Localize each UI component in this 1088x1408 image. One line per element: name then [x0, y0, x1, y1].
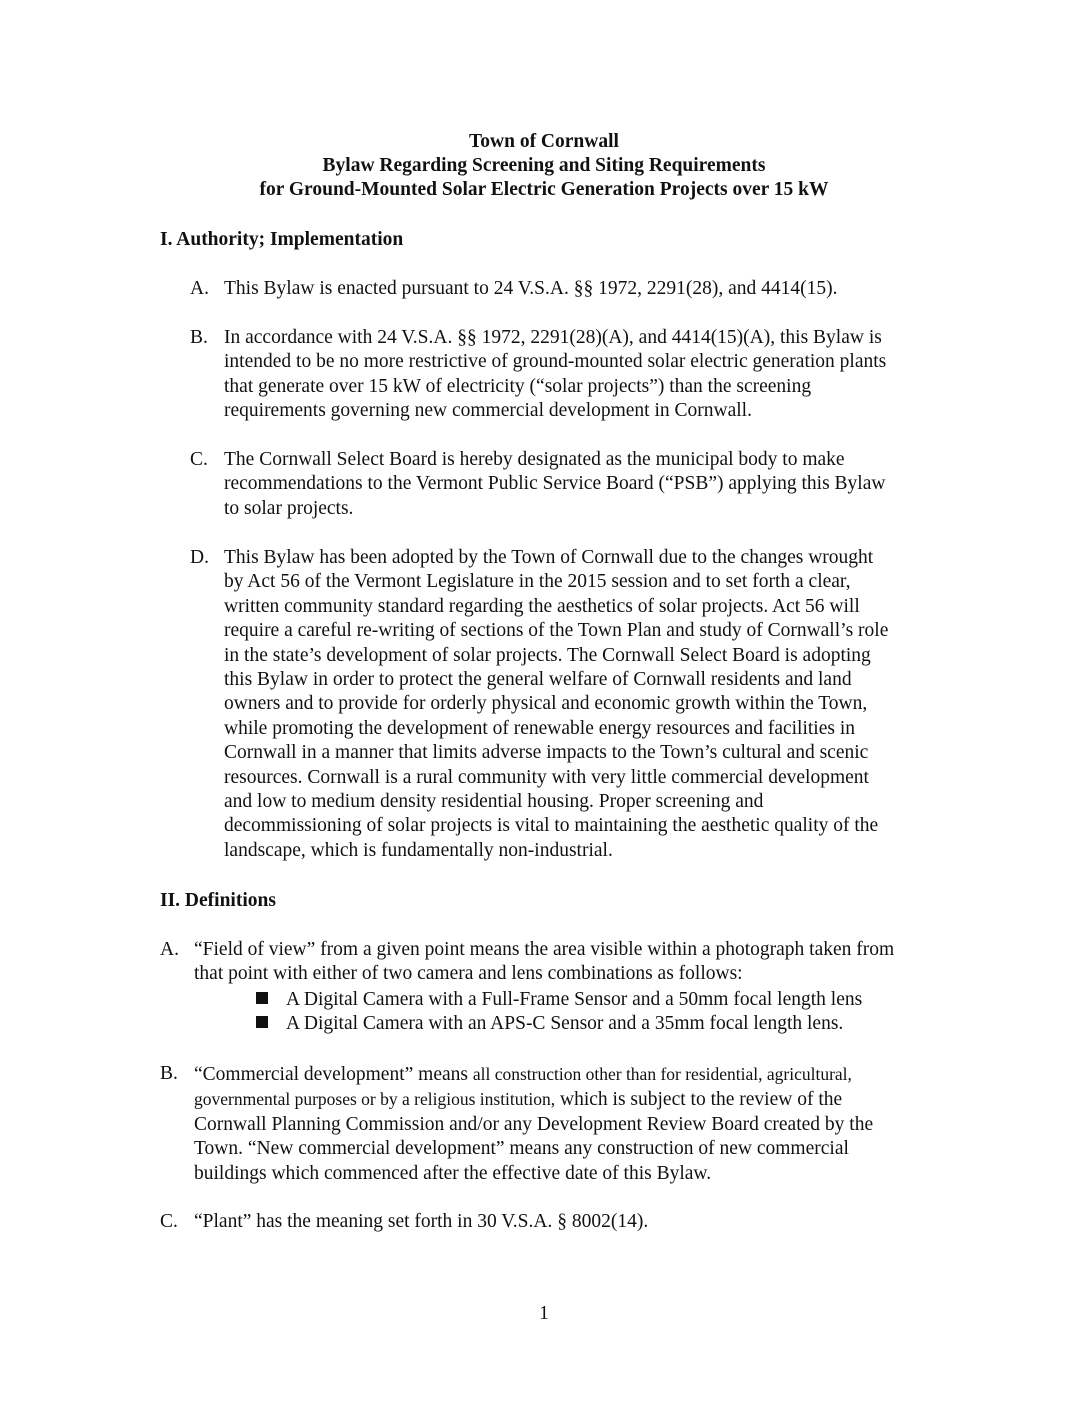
- text-line: In accordance with 24 V.S.A. §§ 1972, 2291(28)(A), and 4414(15)(A), this Bylaw is: [224, 327, 882, 348]
- section-heading-definitions: II. Definitions: [160, 890, 276, 911]
- square-bullet-icon: [256, 992, 268, 1004]
- text-line: This Bylaw is enacted pursuant to 24 V.S.A. §§ 1972, 2291(28), and 4414(15).: [224, 278, 838, 299]
- paragraph-text: [194, 938, 894, 987]
- text-line: “Field of view” from a given point means the area visible within a photograph taken from: [194, 939, 895, 960]
- text-line: and low to medium density residential housing. Proper screening and: [224, 791, 764, 813]
- text-line: requirements governing new commercial development in Cornwall.: [224, 400, 752, 422]
- text-line: The Cornwall Select Board is hereby designated as the municipal body to make: [224, 449, 845, 470]
- title-line-1: Town of Cornwall: [469, 131, 619, 152]
- text-line: Town. “New commercial development” means any construction of new commercial: [194, 1138, 849, 1160]
- text-line: to solar projects.: [224, 497, 354, 519]
- bullet-item: [256, 1012, 843, 1036]
- paragraph-text: [224, 326, 886, 424]
- text-line: Cornwall in a manner that limits adverse impacts to the Town’s cultural and scenic: [224, 742, 869, 764]
- text-line: This Bylaw has been adopted by the Town of Cornwall due to the changes wrought: [224, 547, 874, 568]
- text-line: decommissioning of solar projects is vital to maintaining the aesthetic quality of the: [224, 815, 879, 837]
- square-bullet-icon: [256, 1016, 268, 1028]
- text-line: resources. Cornwall is a rural community with very little commercial development: [224, 766, 869, 788]
- document-title: [0, 130, 1088, 202]
- text-line: written community standard regarding the aesthetics of solar projects. Act 56 will: [224, 595, 860, 617]
- section-heading-authority: I. Authority; Implementation: [160, 229, 404, 250]
- text-line: that point with either of two camera and lens combinations as follows:: [194, 963, 743, 985]
- paragraph-text: [224, 546, 888, 863]
- paragraph-text: [224, 277, 837, 301]
- page-number: 1: [539, 1303, 549, 1324]
- text-line: “Plant” has the meaning set forth in 30 V.S.A. § 8002(14).: [194, 1211, 649, 1232]
- text-line: landscape, which is fundamentally non-industrial.: [224, 839, 613, 861]
- text-line: intended to be no more restrictive of ground-mounted solar electric generation plants: [224, 351, 887, 373]
- text-line: [194, 1087, 873, 1112]
- bullet-text: A Digital Camera with an APS-C Sensor and a 35mm focal length lens.: [286, 1013, 844, 1034]
- paragraph-letter: D.: [190, 547, 209, 568]
- paragraph-letter: A.: [160, 939, 179, 960]
- title-line-3: for Ground-Mounted Solar Electric Generation Projects over 15 kW: [259, 179, 829, 200]
- paragraph-text: [194, 1210, 648, 1234]
- text-line: by Act 56 of the Vermont Legislature in the 2015 session and to set forth a clear,: [224, 571, 851, 593]
- text-line: that generate over 15 kW of electricity (“solar projects”) than the screening: [224, 375, 812, 397]
- text-line: owners and to provide for orderly physical and economic growth within the Town,: [224, 693, 868, 715]
- text-line: Cornwall Planning Commission and/or any Development Review Board created by the: [194, 1113, 874, 1135]
- bullet-item: [256, 988, 862, 1012]
- text-segment: which is subject to the review of the: [555, 1089, 843, 1111]
- text-line: recommendations to the Vermont Public Service Board (“PSB”) applying this Bylaw: [224, 473, 886, 495]
- text-line: in the state’s development of solar projects. The Cornwall Select Board is adopting: [224, 644, 871, 666]
- text-segment-small: all construction other than for residential, agricultural,: [472, 1064, 852, 1084]
- text-line: [194, 1062, 873, 1087]
- text-line: while promoting the development of renewable energy resources and facilities in: [224, 717, 856, 739]
- paragraph-letter: A.: [190, 278, 209, 299]
- text-line: this Bylaw in order to protect the general welfare of Cornwall residents and land: [224, 669, 852, 691]
- paragraph-text: [224, 448, 885, 521]
- paragraph-letter: B.: [190, 327, 208, 348]
- text-line: require a careful re-writing of sections of the Town Plan and study of Cornwall’s role: [224, 620, 889, 642]
- paragraph-letter: C.: [190, 449, 208, 470]
- paragraph-letter: C.: [160, 1211, 178, 1232]
- text-line: buildings which commenced after the effective date of this Bylaw.: [194, 1162, 712, 1184]
- text-segment: “Commercial development” means: [194, 1064, 473, 1085]
- title-line-2: Bylaw Regarding Screening and Siting Requirements: [322, 155, 766, 176]
- text-segment-small: governmental purposes or by a religious institution,: [194, 1089, 556, 1110]
- bullet-text: A Digital Camera with a Full-Frame Sensor and a 50mm focal length lens: [286, 989, 863, 1010]
- paragraph-letter: B.: [160, 1063, 178, 1084]
- paragraph-text: [194, 1062, 873, 1186]
